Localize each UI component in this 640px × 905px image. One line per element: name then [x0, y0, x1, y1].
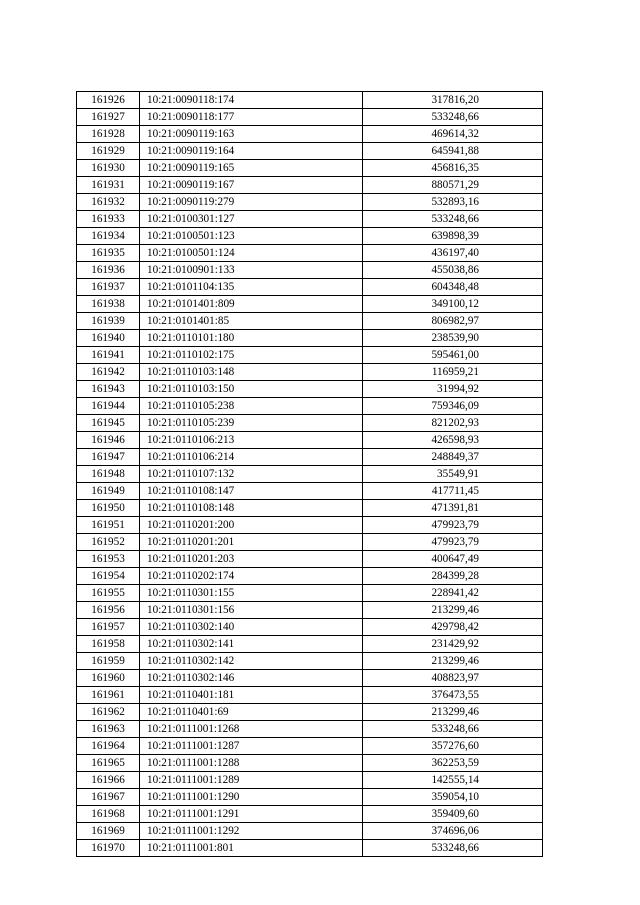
cadastral-number: 10:21:0111001:801 — [140, 840, 363, 857]
table-row — [77, 483, 543, 500]
row-number: 161942 — [77, 364, 140, 381]
cadastral-number: 10:21:0111001:1290 — [140, 789, 363, 806]
cadastral-value: 31994,92 — [363, 381, 543, 398]
cadastral-value: 429798,42 — [363, 619, 543, 636]
table-row — [77, 92, 543, 109]
cadastral-number: 10:21:0100301:127 — [140, 211, 363, 228]
table-row — [77, 840, 543, 857]
row-number: 161964 — [77, 738, 140, 755]
row-number: 161960 — [77, 670, 140, 687]
row-number: 161929 — [77, 143, 140, 160]
table-row — [77, 789, 543, 806]
table-row — [77, 160, 543, 177]
cadastral-number: 10:21:0090119:167 — [140, 177, 363, 194]
row-number: 161966 — [77, 772, 140, 789]
table-row — [77, 194, 543, 211]
table-row — [77, 738, 543, 755]
cadastral-value: 284399,28 — [363, 568, 543, 585]
row-number: 161952 — [77, 534, 140, 551]
cadastral-value: 880571,29 — [363, 177, 543, 194]
table-row — [77, 381, 543, 398]
cadastral-value: 374696,06 — [363, 823, 543, 840]
cadastral-value: 533248,66 — [363, 721, 543, 738]
cadastral-number: 10:21:0100501:124 — [140, 245, 363, 262]
cadastral-value: 426598,93 — [363, 432, 543, 449]
row-number: 161967 — [77, 789, 140, 806]
table-row — [77, 806, 543, 823]
table-row — [77, 347, 543, 364]
cadastral-number: 10:21:0090119:163 — [140, 126, 363, 143]
cadastral-number: 10:21:0111001:1292 — [140, 823, 363, 840]
cadastral-value: 533248,66 — [363, 109, 543, 126]
row-number: 161931 — [77, 177, 140, 194]
cadastral-number: 10:21:0110301:155 — [140, 585, 363, 602]
cadastral-value: 248849,37 — [363, 449, 543, 466]
row-number: 161970 — [77, 840, 140, 857]
cadastral-number: 10:21:0100901:133 — [140, 262, 363, 279]
cadastral-number: 10:21:0110103:148 — [140, 364, 363, 381]
row-number: 161950 — [77, 500, 140, 517]
table-row — [77, 670, 543, 687]
table-row — [77, 245, 543, 262]
cadastral-number: 10:21:0101401:85 — [140, 313, 363, 330]
cadastral-number: 10:21:0110202:174 — [140, 568, 363, 585]
cadastral-value: 479923,79 — [363, 534, 543, 551]
cadastral-number: 10:21:0110105:238 — [140, 398, 363, 415]
cadastral-number: 10:21:0111001:1268 — [140, 721, 363, 738]
row-number: 161927 — [77, 109, 140, 126]
row-number: 161940 — [77, 330, 140, 347]
cadastral-value: 456816,35 — [363, 160, 543, 177]
cadastral-number: 10:21:0111001:1288 — [140, 755, 363, 772]
cadastral-number: 10:21:0101401:809 — [140, 296, 363, 313]
cadastral-number: 10:21:0110106:214 — [140, 449, 363, 466]
cadastral-value: 759346,09 — [363, 398, 543, 415]
table-row — [77, 262, 543, 279]
row-number: 161937 — [77, 279, 140, 296]
cadastral-value: 238539,90 — [363, 330, 543, 347]
table-row — [77, 534, 543, 551]
row-number: 161928 — [77, 126, 140, 143]
cadastral-value: 417711,45 — [363, 483, 543, 500]
cadastral-value: 359409,60 — [363, 806, 543, 823]
cadastral-value: 408823,97 — [363, 670, 543, 687]
row-number: 161961 — [77, 687, 140, 704]
cadastral-value: 228941,42 — [363, 585, 543, 602]
cadastral-number: 10:21:0110108:148 — [140, 500, 363, 517]
table-row — [77, 211, 543, 228]
row-number: 161944 — [77, 398, 140, 415]
row-number: 161959 — [77, 653, 140, 670]
row-number: 161965 — [77, 755, 140, 772]
table-row — [77, 296, 543, 313]
cadastral-number: 10:21:0110401:181 — [140, 687, 363, 704]
table-row — [77, 619, 543, 636]
cadastral-number: 10:21:0090119:279 — [140, 194, 363, 211]
table-row — [77, 500, 543, 517]
cadastral-value: 595461,00 — [363, 347, 543, 364]
cadastral-value: 532893,16 — [363, 194, 543, 211]
cadastral-number: 10:21:0110302:142 — [140, 653, 363, 670]
cadastral-number: 10:21:0110201:201 — [140, 534, 363, 551]
cadastral-number: 10:21:0110103:150 — [140, 381, 363, 398]
cadastral-value: 231429,92 — [363, 636, 543, 653]
table-row — [77, 823, 543, 840]
table-row — [77, 602, 543, 619]
cadastral-number: 10:21:0090119:164 — [140, 143, 363, 160]
table-row — [77, 415, 543, 432]
cadastral-number: 10:21:0110107:132 — [140, 466, 363, 483]
cadastral-number: 10:21:0111001:1291 — [140, 806, 363, 823]
table-row — [77, 772, 543, 789]
row-number: 161934 — [77, 228, 140, 245]
row-number: 161930 — [77, 160, 140, 177]
cadastral-value: 359054,10 — [363, 789, 543, 806]
cadastral-number: 10:21:0110101:180 — [140, 330, 363, 347]
cadastral-value: 533248,66 — [363, 840, 543, 857]
row-number: 161946 — [77, 432, 140, 449]
row-number: 161935 — [77, 245, 140, 262]
cadastral-number: 10:21:0110302:146 — [140, 670, 363, 687]
table-row — [77, 721, 543, 738]
cadastral-number: 10:21:0101104:135 — [140, 279, 363, 296]
cadastral-number: 10:21:0090119:165 — [140, 160, 363, 177]
cadastral-value: 645941,88 — [363, 143, 543, 160]
cadastral-value: 349100,12 — [363, 296, 543, 313]
cadastral-value: 455038,86 — [363, 262, 543, 279]
row-number: 161939 — [77, 313, 140, 330]
row-number: 161948 — [77, 466, 140, 483]
cadastral-value: 213299,46 — [363, 704, 543, 721]
cadastral-number: 10:21:0111001:1287 — [140, 738, 363, 755]
table-row — [77, 755, 543, 772]
table-row — [77, 568, 543, 585]
cadastral-value: 376473,55 — [363, 687, 543, 704]
row-number: 161926 — [77, 92, 140, 109]
row-number: 161947 — [77, 449, 140, 466]
row-number: 161963 — [77, 721, 140, 738]
cadastral-value: 639898,39 — [363, 228, 543, 245]
cadastral-number: 10:21:0110401:69 — [140, 704, 363, 721]
table-row — [77, 466, 543, 483]
cadastral-number: 10:21:0110201:200 — [140, 517, 363, 534]
table-body — [77, 92, 543, 857]
table-row — [77, 143, 543, 160]
cadastral-number: 10:21:0110108:147 — [140, 483, 363, 500]
registry-table — [76, 91, 543, 857]
table-row — [77, 687, 543, 704]
table-row — [77, 449, 543, 466]
cadastral-value: 821202,93 — [363, 415, 543, 432]
row-number: 161968 — [77, 806, 140, 823]
row-number: 161962 — [77, 704, 140, 721]
row-number: 161943 — [77, 381, 140, 398]
row-number: 161951 — [77, 517, 140, 534]
table-row — [77, 653, 543, 670]
row-number: 161932 — [77, 194, 140, 211]
row-number: 161958 — [77, 636, 140, 653]
cadastral-value: 400647,49 — [363, 551, 543, 568]
row-number: 161949 — [77, 483, 140, 500]
cadastral-value: 479923,79 — [363, 517, 543, 534]
cadastral-number: 10:21:0090118:174 — [140, 92, 363, 109]
cadastral-value: 116959,21 — [363, 364, 543, 381]
cadastral-value: 317816,20 — [363, 92, 543, 109]
table-row — [77, 432, 543, 449]
cadastral-value: 471391,81 — [363, 500, 543, 517]
row-number: 161933 — [77, 211, 140, 228]
cadastral-value: 213299,46 — [363, 653, 543, 670]
row-number: 161957 — [77, 619, 140, 636]
row-number: 161938 — [77, 296, 140, 313]
cadastral-value: 142555,14 — [363, 772, 543, 789]
row-number: 161969 — [77, 823, 140, 840]
cadastral-number: 10:21:0110105:239 — [140, 415, 363, 432]
table-row — [77, 398, 543, 415]
table-row — [77, 364, 543, 381]
cadastral-value: 362253,59 — [363, 755, 543, 772]
cadastral-number: 10:21:0100501:123 — [140, 228, 363, 245]
cadastral-number: 10:21:0110302:140 — [140, 619, 363, 636]
row-number: 161954 — [77, 568, 140, 585]
table-row — [77, 551, 543, 568]
cadastral-value: 436197,40 — [363, 245, 543, 262]
row-number: 161956 — [77, 602, 140, 619]
table-row — [77, 228, 543, 245]
table-row — [77, 636, 543, 653]
row-number: 161955 — [77, 585, 140, 602]
cadastral-number: 10:21:0110301:156 — [140, 602, 363, 619]
cadastral-value: 35549,91 — [363, 466, 543, 483]
cadastral-value: 604348,48 — [363, 279, 543, 296]
table-row — [77, 109, 543, 126]
table-row — [77, 279, 543, 296]
cadastral-value: 469614,32 — [363, 126, 543, 143]
row-number: 161936 — [77, 262, 140, 279]
cadastral-number: 10:21:0110106:213 — [140, 432, 363, 449]
table-row — [77, 585, 543, 602]
table-row — [77, 704, 543, 721]
cadastral-number: 10:21:0111001:1289 — [140, 772, 363, 789]
cadastral-number: 10:21:0110302:141 — [140, 636, 363, 653]
cadastral-value: 533248,66 — [363, 211, 543, 228]
table-row — [77, 330, 543, 347]
table-row — [77, 313, 543, 330]
cadastral-number: 10:21:0110201:203 — [140, 551, 363, 568]
row-number: 161945 — [77, 415, 140, 432]
table-row — [77, 126, 543, 143]
cadastral-number: 10:21:0090118:177 — [140, 109, 363, 126]
cadastral-value: 357276,60 — [363, 738, 543, 755]
table-row — [77, 517, 543, 534]
row-number: 161953 — [77, 551, 140, 568]
cadastral-value: 213299,46 — [363, 602, 543, 619]
table-row — [77, 177, 543, 194]
row-number: 161941 — [77, 347, 140, 364]
cadastral-number: 10:21:0110102:175 — [140, 347, 363, 364]
cadastral-value: 806982,97 — [363, 313, 543, 330]
